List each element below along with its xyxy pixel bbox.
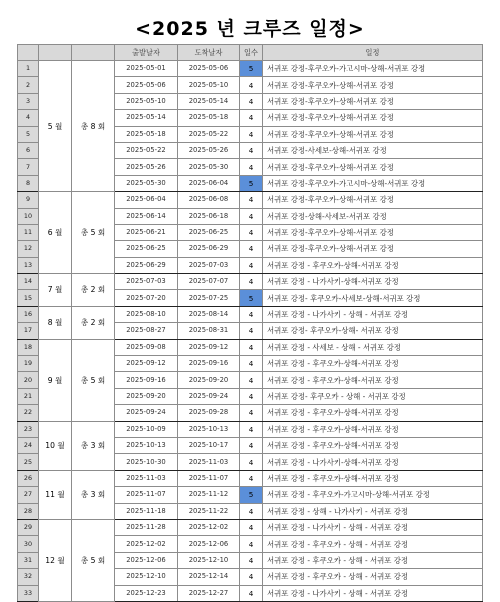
arrive-date: 2025-09-28 xyxy=(178,405,240,421)
days-cell: 4 xyxy=(240,274,263,290)
row-number: 8 xyxy=(18,175,39,191)
arrive-date: 2025-12-10 xyxy=(178,552,240,568)
arrive-date: 2025-12-27 xyxy=(178,585,240,601)
days-cell: 4 xyxy=(240,372,263,388)
header-month xyxy=(39,45,72,61)
row-number: 27 xyxy=(18,487,39,503)
arrive-date: 2025-08-14 xyxy=(178,306,240,322)
arrive-date: 2025-09-24 xyxy=(178,388,240,404)
depart-date: 2025-06-04 xyxy=(115,192,178,208)
days-cell: 4 xyxy=(240,241,263,257)
days-cell: 4 xyxy=(240,519,263,535)
row-number: 30 xyxy=(18,536,39,552)
row-number: 20 xyxy=(18,372,39,388)
table-row xyxy=(18,192,483,208)
days-cell: 4 xyxy=(240,356,263,372)
depart-date: 2025-09-24 xyxy=(115,405,178,421)
arrive-date: 2025-08-31 xyxy=(178,323,240,339)
days-cell: 4 xyxy=(240,192,263,208)
count-cell: 총 2 회 xyxy=(72,306,115,339)
depart-date: 2025-09-16 xyxy=(115,372,178,388)
route-cell: 서귀포 강정 - 후쿠오카-상해-서귀포 강정 xyxy=(263,437,483,453)
days-cell: 5 xyxy=(240,487,263,503)
arrive-date: 2025-10-17 xyxy=(178,437,240,453)
row-number: 13 xyxy=(18,257,39,273)
route-cell: 서귀포 강정 - 후쿠오카-상해-서귀포 강정 xyxy=(263,470,483,486)
table-row xyxy=(18,61,483,77)
route-cell: 서귀포 강정-상해-사세보-서귀포 강정 xyxy=(263,208,483,224)
route-cell: 서귀포 강정 - 후쿠오카 - 상해 - 서귀포 강정 xyxy=(263,569,483,585)
arrive-date: 2025-09-20 xyxy=(178,372,240,388)
route-cell: 서귀포 강정 - 후쿠오카-상해-서귀포 강정 xyxy=(263,257,483,273)
route-cell: 서귀포 강정 - 후쿠오카-상해-서귀포 강정 xyxy=(263,405,483,421)
route-cell: 서귀포 강정- 후쿠오카-사세보-상해-서귀포 강정 xyxy=(263,290,483,306)
row-number: 17 xyxy=(18,323,39,339)
arrive-date: 2025-09-16 xyxy=(178,356,240,372)
table-row xyxy=(18,274,483,290)
arrive-date: 2025-06-25 xyxy=(178,224,240,240)
route-cell: 서귀포 강정-후쿠오카-상해-서귀포 강정 xyxy=(263,192,483,208)
depart-date: 2025-10-09 xyxy=(115,421,178,437)
days-cell: 4 xyxy=(240,470,263,486)
month-cell: 12 월 xyxy=(39,519,72,601)
depart-date: 2025-09-12 xyxy=(115,356,178,372)
row-number: 19 xyxy=(18,356,39,372)
route-cell: 서귀포 강정-후쿠오카-상해-서귀포 강정 xyxy=(263,241,483,257)
route-cell: 서귀포 강정 - 나가사키 - 상해 - 서귀포 강정 xyxy=(263,519,483,535)
depart-date: 2025-12-10 xyxy=(115,569,178,585)
arrive-date: 2025-11-22 xyxy=(178,503,240,519)
header-row xyxy=(18,45,483,61)
header-arrive: 도착날자 xyxy=(178,45,240,61)
table-row xyxy=(18,421,483,437)
count-cell: 총 3 회 xyxy=(72,421,115,470)
row-number: 26 xyxy=(18,470,39,486)
depart-date: 2025-11-03 xyxy=(115,470,178,486)
row-number: 33 xyxy=(18,585,39,601)
arrive-date: 2025-11-03 xyxy=(178,454,240,470)
days-cell: 4 xyxy=(240,388,263,404)
row-number: 24 xyxy=(18,437,39,453)
route-cell: 서귀포 강정- 후쿠오카 - 상해 - 서귀포 강정 xyxy=(263,388,483,404)
row-number: 11 xyxy=(18,224,39,240)
route-cell: 서귀포 강정 - 나가사키 - 상해 - 서귀포 강정 xyxy=(263,306,483,322)
row-number: 25 xyxy=(18,454,39,470)
arrive-date: 2025-12-06 xyxy=(178,536,240,552)
arrive-date: 2025-10-13 xyxy=(178,421,240,437)
route-cell: 서귀포 강정 - 후쿠오카-가고시마-상해-서귀포 강정 xyxy=(263,487,483,503)
arrive-date: 2025-11-12 xyxy=(178,487,240,503)
days-cell: 4 xyxy=(240,569,263,585)
count-cell: 총 5 회 xyxy=(72,519,115,601)
row-number: 14 xyxy=(18,274,39,290)
route-cell: 서귀포 강정-후쿠오카-가고시마-상해-서귀포 강정 xyxy=(263,175,483,191)
arrive-date: 2025-05-30 xyxy=(178,159,240,175)
row-number: 10 xyxy=(18,208,39,224)
depart-date: 2025-05-06 xyxy=(115,77,178,93)
depart-date: 2025-08-27 xyxy=(115,323,178,339)
month-cell: 7 월 xyxy=(39,274,72,307)
row-number: 18 xyxy=(18,339,39,355)
days-cell: 4 xyxy=(240,552,263,568)
header-days: 일수 xyxy=(240,45,263,61)
month-cell: 10 월 xyxy=(39,421,72,470)
arrive-date: 2025-05-06 xyxy=(178,61,240,77)
page-title: <2025 년 크루즈 일정> xyxy=(135,18,365,40)
count-cell: 총 5 회 xyxy=(72,339,115,421)
days-cell: 4 xyxy=(240,503,263,519)
arrive-date: 2025-12-14 xyxy=(178,569,240,585)
arrive-date: 2025-05-22 xyxy=(178,126,240,142)
depart-date: 2025-05-30 xyxy=(115,175,178,191)
month-cell: 6 월 xyxy=(39,192,72,274)
arrive-date: 2025-09-12 xyxy=(178,339,240,355)
arrive-date: 2025-06-18 xyxy=(178,208,240,224)
days-cell: 4 xyxy=(240,77,263,93)
arrive-date: 2025-07-07 xyxy=(178,274,240,290)
depart-date: 2025-08-10 xyxy=(115,306,178,322)
route-cell: 서귀포 강정 - 후쿠오카 - 상해 - 서귀포 강정 xyxy=(263,552,483,568)
days-cell: 4 xyxy=(240,208,263,224)
row-number: 3 xyxy=(18,93,39,109)
depart-date: 2025-07-20 xyxy=(115,290,178,306)
arrive-date: 2025-05-26 xyxy=(178,142,240,158)
days-cell: 4 xyxy=(240,585,263,601)
month-cell: 8 월 xyxy=(39,306,72,339)
route-cell: 서귀포 강정 - 나가사키-상해-서귀포 강정 xyxy=(263,454,483,470)
row-number: 7 xyxy=(18,159,39,175)
days-cell: 4 xyxy=(240,437,263,453)
depart-date: 2025-10-13 xyxy=(115,437,178,453)
days-cell: 4 xyxy=(240,536,263,552)
month-cell: 9 월 xyxy=(39,339,72,421)
days-cell: 4 xyxy=(240,93,263,109)
route-cell: 서귀포 강정 - 후쿠오카-상해-서귀포 강정 xyxy=(263,356,483,372)
depart-date: 2025-06-29 xyxy=(115,257,178,273)
row-number: 16 xyxy=(18,306,39,322)
days-cell: 5 xyxy=(240,290,263,306)
row-number: 6 xyxy=(18,142,39,158)
arrive-date: 2025-05-18 xyxy=(178,110,240,126)
row-number: 23 xyxy=(18,421,39,437)
row-number: 1 xyxy=(18,61,39,77)
route-cell: 서귀포 강정 - 나가사키-상해-서귀포 강정 xyxy=(263,274,483,290)
depart-date: 2025-09-20 xyxy=(115,388,178,404)
depart-date: 2025-05-22 xyxy=(115,142,178,158)
days-cell: 4 xyxy=(240,306,263,322)
route-cell: 서귀포 강정-사세보-상해-서귀포 강정 xyxy=(263,142,483,158)
route-cell: 서귀포 강정-후쿠오카-상해-서귀포 강정 xyxy=(263,159,483,175)
depart-date: 2025-05-14 xyxy=(115,110,178,126)
route-cell: 서귀포 강정-후쿠오카-상해-서귀포 강정 xyxy=(263,110,483,126)
depart-date: 2025-12-02 xyxy=(115,536,178,552)
route-cell: 서귀포 강정 - 사세보 - 상해 - 서귀포 강정 xyxy=(263,339,483,355)
header-no xyxy=(18,45,39,61)
count-cell: 총 2 회 xyxy=(72,274,115,307)
days-cell: 4 xyxy=(240,142,263,158)
route-cell: 서귀포 강정-후쿠오카-상해-서귀포 강정 xyxy=(263,224,483,240)
days-cell: 5 xyxy=(240,61,263,77)
arrive-date: 2025-06-08 xyxy=(178,192,240,208)
route-cell: 서귀포 강정 - 나가사키 - 상해 - 서귀포 강정 xyxy=(263,585,483,601)
route-cell: 서귀포 강정 - 상해 - 나가사키 - 서귀포 강정 xyxy=(263,503,483,519)
depart-date: 2025-10-30 xyxy=(115,454,178,470)
depart-date: 2025-07-03 xyxy=(115,274,178,290)
row-number: 31 xyxy=(18,552,39,568)
depart-date: 2025-06-14 xyxy=(115,208,178,224)
depart-date: 2025-05-01 xyxy=(115,61,178,77)
route-cell: 서귀포 강정 - 후쿠오카-상해-서귀포 강정 xyxy=(263,421,483,437)
days-cell: 4 xyxy=(240,323,263,339)
arrive-date: 2025-07-03 xyxy=(178,257,240,273)
depart-date: 2025-11-18 xyxy=(115,503,178,519)
row-number: 4 xyxy=(18,110,39,126)
row-number: 9 xyxy=(18,192,39,208)
days-cell: 4 xyxy=(240,339,263,355)
row-number: 12 xyxy=(18,241,39,257)
row-number: 5 xyxy=(18,126,39,142)
count-cell: 총 5 회 xyxy=(72,192,115,274)
depart-date: 2025-12-06 xyxy=(115,552,178,568)
table-row xyxy=(18,519,483,535)
arrive-date: 2025-06-29 xyxy=(178,241,240,257)
route-cell: 서귀포 강정 - 후쿠오카-상해-서귀포 강정 xyxy=(263,372,483,388)
arrive-date: 2025-11-07 xyxy=(178,470,240,486)
row-number: 32 xyxy=(18,569,39,585)
month-cell: 5 월 xyxy=(39,61,72,192)
header-count xyxy=(72,45,115,61)
count-cell: 총 3 회 xyxy=(72,470,115,519)
days-cell: 4 xyxy=(240,421,263,437)
row-number: 21 xyxy=(18,388,39,404)
arrive-date: 2025-06-04 xyxy=(178,175,240,191)
days-cell: 4 xyxy=(240,257,263,273)
arrive-date: 2025-05-10 xyxy=(178,77,240,93)
days-cell: 5 xyxy=(240,175,263,191)
days-cell: 4 xyxy=(240,126,263,142)
depart-date: 2025-09-08 xyxy=(115,339,178,355)
row-number: 22 xyxy=(18,405,39,421)
days-cell: 4 xyxy=(240,159,263,175)
row-number: 29 xyxy=(18,519,39,535)
depart-date: 2025-05-10 xyxy=(115,93,178,109)
depart-date: 2025-12-23 xyxy=(115,585,178,601)
arrive-date: 2025-05-14 xyxy=(178,93,240,109)
days-cell: 4 xyxy=(240,110,263,126)
depart-date: 2025-06-25 xyxy=(115,241,178,257)
row-number: 2 xyxy=(18,77,39,93)
route-cell: 서귀포 강정- 후쿠오카-상해- 서귀포 강정 xyxy=(263,323,483,339)
route-cell: 서귀포 강정-후쿠오카-상해-서귀포 강정 xyxy=(263,77,483,93)
days-cell: 4 xyxy=(240,224,263,240)
header-schedule: 일정 xyxy=(263,45,483,61)
month-cell: 11 월 xyxy=(39,470,72,519)
arrive-date: 2025-07-25 xyxy=(178,290,240,306)
row-number: 15 xyxy=(18,290,39,306)
header-depart: 출발날자 xyxy=(115,45,178,61)
row-number: 28 xyxy=(18,503,39,519)
depart-date: 2025-05-26 xyxy=(115,159,178,175)
table-row xyxy=(18,339,483,355)
route-cell: 서귀포 강정-후쿠오카-상해-서귀포 강정 xyxy=(263,126,483,142)
route-cell: 서귀포 강정-후쿠오카-상해-서귀포 강정 xyxy=(263,93,483,109)
route-cell: 서귀포 강정 - 후쿠오카 - 상해 - 서귀포 강정 xyxy=(263,536,483,552)
depart-date: 2025-05-18 xyxy=(115,126,178,142)
depart-date: 2025-11-07 xyxy=(115,487,178,503)
depart-date: 2025-06-21 xyxy=(115,224,178,240)
table-row xyxy=(18,470,483,486)
days-cell: 4 xyxy=(240,405,263,421)
route-cell: 서귀포 강정-후쿠오카-가고시마-상해-서귀포 강정 xyxy=(263,61,483,77)
table-row xyxy=(18,306,483,322)
arrive-date: 2025-12-02 xyxy=(178,519,240,535)
cruise-schedule-table xyxy=(17,44,483,602)
days-cell: 4 xyxy=(240,454,263,470)
count-cell: 총 8 회 xyxy=(72,61,115,192)
depart-date: 2025-11-28 xyxy=(115,519,178,535)
